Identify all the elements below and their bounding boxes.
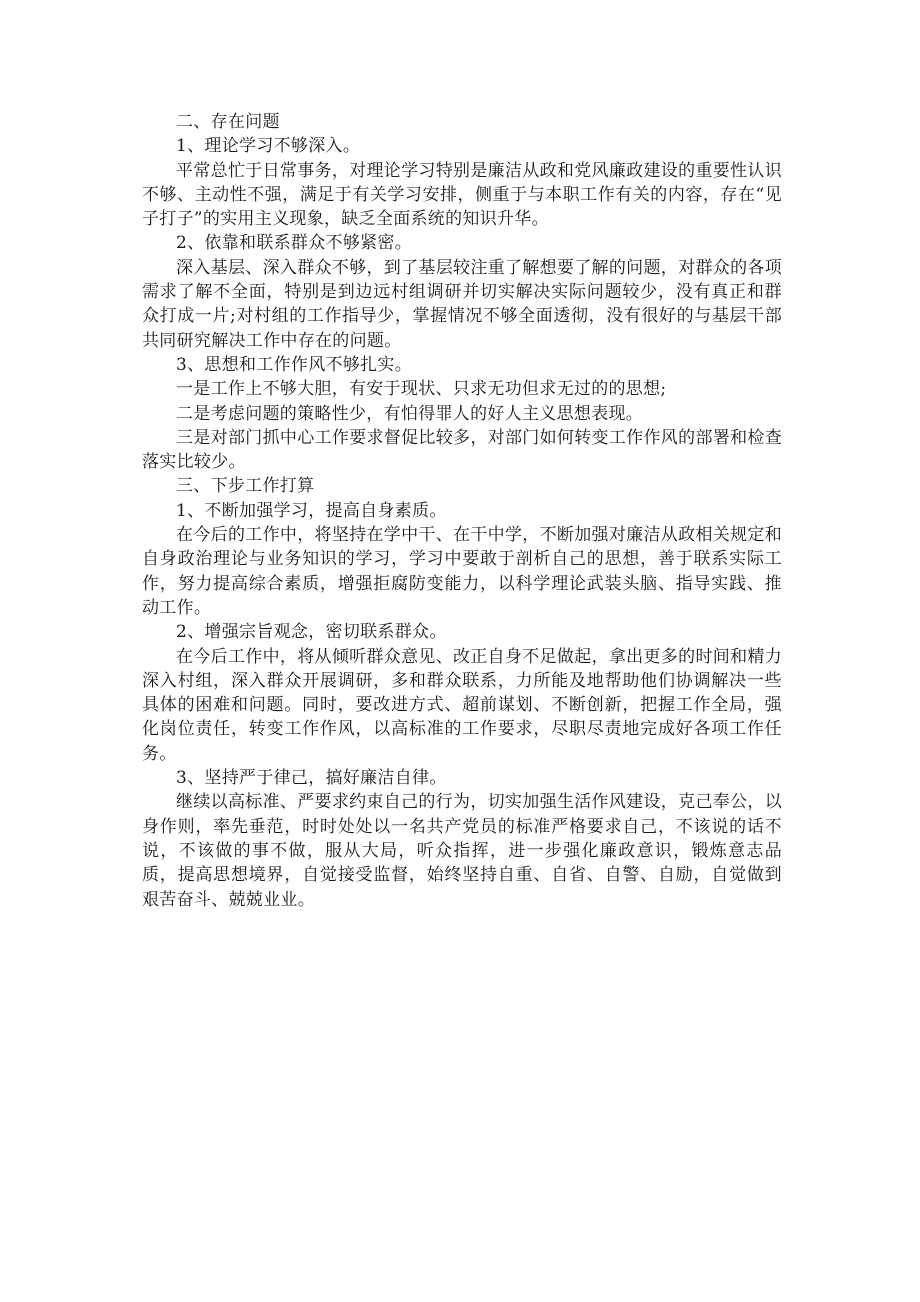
document-body xyxy=(142,110,782,912)
paragraph-theory-study: 平常总忙于日常事务，对理论学习特别是廉洁从政和党风廉政建设的重要性认识不够、主动性不强，满足于有关学习安排，侧重于与本职工作有关的内容，存在“见子打子”的实用主义现象，缺乏全面系统的知识升华。 xyxy=(142,160,782,230)
subheading-self-discipline: 3、坚持严于律己，搞好廉洁自律。 xyxy=(176,768,447,789)
paragraph-self-discipline: 继续以高标准、严要求约束自己的行为，切实加强生活作风建设，克己奉公，以身作则，率先垂范，时时处处以一名共产党员的标准严格要求自己，不该说的话不说，不该做的事不做，服从大局，听众指挥，进一步强化廉政意识，锻炼意志品质，提高思想境界，自觉接受监督，始终坚持自重、自省、自警、自励，自觉做到艰苦奋斗、兢兢业业。 xyxy=(142,792,782,910)
subheading-work-style: 3、思想和工作作风不够扎实。 xyxy=(176,354,413,375)
paragraph-work-style-3: 三是对部门抓中心工作要求督促比较多，对部门如何转变工作作风的部署和检查落实比较少。 xyxy=(142,427,782,473)
section-heading-problems: 二、存在问题 xyxy=(176,112,280,132)
section-heading-next-steps: 三、下步工作打算 xyxy=(176,476,315,497)
subheading-purpose-concept: 2、增强宗旨观念，密切联系群众。 xyxy=(176,622,447,643)
subheading-strengthen-study: 1、不断加强学习，提高自身素质。 xyxy=(176,500,447,521)
paragraph-work-style-1: 一是工作上不够大胆，有安于现状、只求无功但求无过的的思想; xyxy=(176,379,667,400)
paragraph-purpose-concept: 在今后工作中，将从倾听群众意见、改正自身不足做起，拿出更多的时间和精力深入村组，深入群众开展调研，多和群众联系，力所能及地帮助他们协调解决一些具体的困难和问题。同时，要改进方式、超前谋划、不断创新，把握工作全局，强化岗位责任，转变工作作风，以高标准的工作要求，尽职尽责地完成好各项工作任务。 xyxy=(142,646,782,764)
subheading-masses-contact: 2、依靠和联系群众不够紧密。 xyxy=(176,233,413,254)
paragraph-work-style-2: 二是考虑问题的策略性少，有怕得罪人的好人主义思想表现。 xyxy=(176,403,644,424)
paragraph-masses-contact: 深入基层、深入群众不够，到了基层较注重了解想要了解的问题，对群众的各项需求了解不全面，特别是到边远村组调研并切实解决实际问题较少，没有真正和群众打成一片;对村组的工作指导少，掌握情况不够全面透彻，没有很好的与基层干部共同研究解决工作中存在的问题。 xyxy=(142,257,782,351)
subheading-theory-study: 1、理论学习不够深入。 xyxy=(176,136,361,157)
paragraph-strengthen-study: 在今后的工作中，将坚持在学中干、在干中学，不断加强对廉洁从政相关规定和自身政治理论与业务知识的学习，学习中要敢于剖析自己的思想，善于联系实际工作，努力提高综合素质，增强拒腐防变能力，以科学理论武装头脑、指导实践、推动工作。 xyxy=(142,525,782,618)
